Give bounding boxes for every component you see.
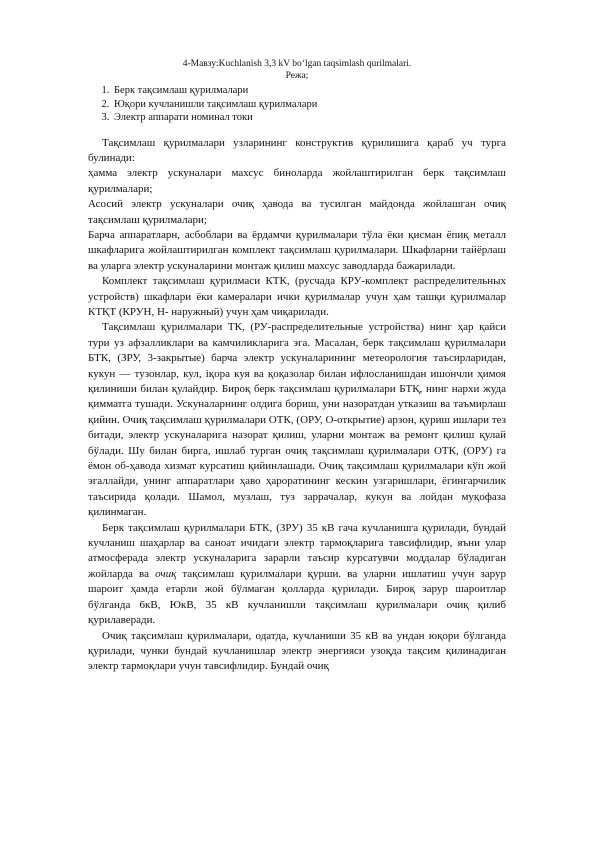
document-body <box>88 136 506 675</box>
plan-list <box>88 84 506 125</box>
paragraph: Тақсимлаш қурилмалари ТК, (РУ-распределительные устройства) нинг ҳар қайси тури уз афзалликлари ва камчиликларига эга. Масалан, берк тақсимлаш қурилмалари БТК, (ЗРУ, 3-закрытые) барча электр ускуналарининг метеорология таъсирларидан, кукун — тузонлар, кул, іқора куя ва қоқазолар билан ифлосланишдан ишончли ҳимоя қилиниши билан қулайдир. Бироқ берк тақсимлаш қурилмалари БТҚ, нинг нархи жуда қимматга тушади. Ускуналарнинг олдига бориш, уни назоратдан утказиш ва таъмирлаш қийин. Очиқ тақсимлаш қурилмалари ОТК, (ОРУ, О-открытие) арзон, қуриш ишлари тез битади, электр ускуналарига назорат қилиш, уларни монтаж ва ремонт қилиш қулай бўлади. Шу билан бирга, ишлаб турган очиқ тақсимлаш қурилмалари ОТК, (ОРУ) га ёмон об-ҳавода хизмат курсатиш қийинлашади. Очиқ тақсимлаш қурилмалари кўп жой эгаллайди, унинг аппаратлари ҳаво ҳароратининг кескин узгаришлари, ёгингарчилик таъсирида қолади. Шамол, музлаш, туз заррачалар, кукун ва лойдан муқофаза қилинмаган. <box>88 321 506 519</box>
plan-item: 2. Юқори кучланишли тақсимлаш қурилмалари <box>112 98 506 112</box>
paragraph: Барча аппаратларн, асбоблари ва ёрдамчи қурилмалари тўла ёки қисман ёпиқ металл шкафларига жойлаштирилган комплект тақсимлаш қурилмалари. Шкафларни тайёрлаш ва уларга электр ускуналарини монтаж қилиш махсус заводларда бажарилади. <box>88 228 506 272</box>
plan-item: 3. Электр аппарати номинал токи <box>112 111 506 125</box>
italic-word: очиқ <box>155 567 177 580</box>
paragraph: Очиқ тақсимлаш қурилмалари, одатда, кучланиши 35 кВ ва ундан юқори бўлганда қурилади, чунки бундай кучланишлар электр энергияси узоқда тақсим қилинадиган электр тармоқлари учун тавсифлидир. Бундай очиқ <box>88 629 506 673</box>
paragraph-text: Берк тақсимлаш қурилмалари БТК, (ЗРУ) 35 кВ гача кучланишга қурилади, бундай кучланиш шаҳарлар ва саноат ичидаги электр тармоқларига тавсифлидир, яъни улар атмосферада электр ускуналарига зарарли таъсир курсатувчи моддалар бўладиган жойларда ва <box>88 521 506 580</box>
paragraph: Тақсимлаш қурилмалари узларининг конструктив қурилишига қараб уч турга булинади: <box>88 136 506 164</box>
paragraph <box>88 521 506 629</box>
paragraph-text: тақсимлаш қурилмалари қурши. ва уларни ишлатиш учун зарур шароит ҳамда етарли жой бўлмаган қолларда қурилади. Бироқ зарур шароитлар бўлганда 6кВ, ЮкВ, 35 кВ кучланишли тақсимлаш қурилмалари очиқ қилиб қурилаверади. <box>88 567 506 627</box>
paragraph: ҳамма электр ускуналари махсус биноларда жойлаштирилган берк тақсимлаш қурилмалари; <box>88 167 506 195</box>
plan-item: 1. Берк тақсимлаш қурилмалари <box>112 84 506 98</box>
paragraph: Комплект тақсимлаш қурилмаси КТК, (русчада КРУ-комплект распределительных устройств) шкафлари ёки камералари ички қурилмалар учун ҳам ташқи қурилмалар КТҚТ (КРУН, Н- наружный) учун ҳам чиқарилади. <box>88 275 506 318</box>
paragraph: Асосий электр ускуналари очиқ ҳавода ва тусилган майдонда жойлашган очиқ тақсимлаш қурилмалари; <box>88 198 506 226</box>
document-content <box>88 58 506 675</box>
lecture-title: 4-Мавзу:Kuchlanish 3,3 kV bo‘lgan taqsimlash qurilmalari. <box>182 59 412 69</box>
plan-heading: Режа; <box>285 71 309 81</box>
